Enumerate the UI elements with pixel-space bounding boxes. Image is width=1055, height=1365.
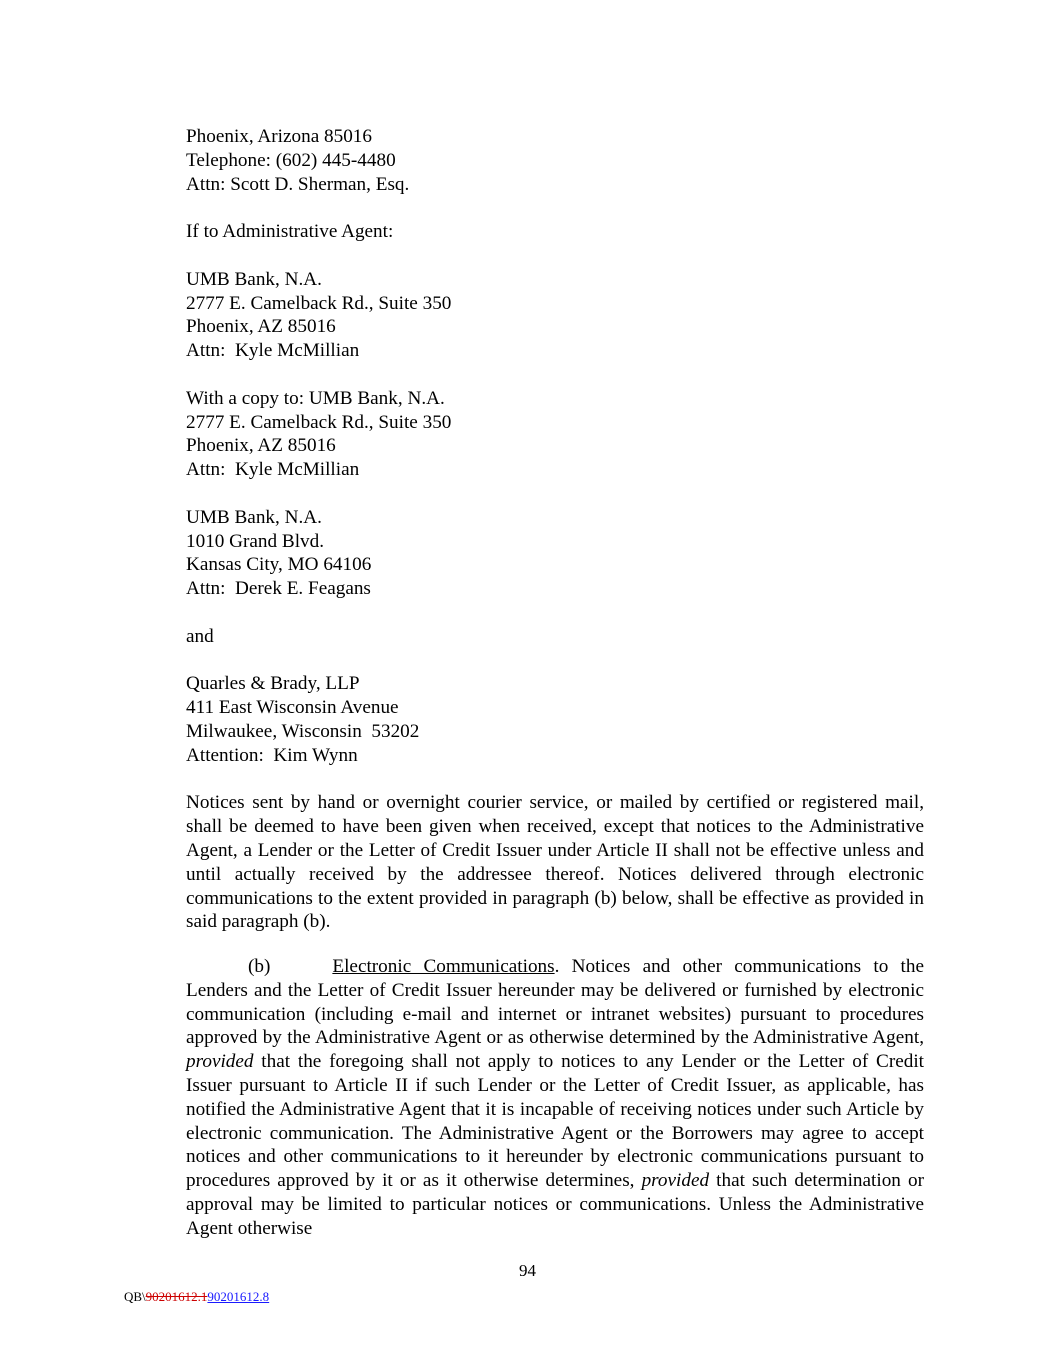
address-line: Attn: Derek E. Feagans [186,578,371,600]
address-line: Milwaukee, Wisconsin 53202 [186,720,420,742]
address-line: Phoenix, AZ 85016 [186,435,336,457]
section-b-paragraph [186,955,924,1241]
address-line: Phoenix, AZ 85016 [186,316,336,338]
section-b-text-3: that such determination or approval may be limited to particular notices or communications. Unless the Administrative Agent otherwise [186,1170,924,1239]
address-line: Telephone: (602) 445-4480 [186,149,396,171]
doc-id-inserted: 90201612.8 [207,1289,270,1304]
notices-paragraph: Notices sent by hand or overnight courier service, or mailed by certified or registered mail, shall be deemed to have been given when received, except that notices to the Administrative Agent, a Lender or the Letter of Credit Issuer under Article II shall not be effective unless and until actually received by the addressee thereof. Notices delivered through electronic communications to the extent provided in paragraph (b) below, shall be effective as provided in said paragraph (b). [186,792,924,933]
document-id-footer [124,1289,269,1305]
admin-agent-heading: If to Administrative Agent: [186,221,394,243]
umb-kansas-address [186,506,924,601]
address-line: Quarles & Brady, LLP [186,673,360,695]
document-page [186,125,924,1262]
address-line: Attn: Scott D. Sherman, Esq. [186,173,410,195]
provided-term-1: provided [186,1051,254,1073]
copy-to-address [186,387,924,482]
admin-agent-address [186,268,924,363]
doc-id-deleted: 90201612.1 [145,1289,208,1304]
and-block [186,625,924,649]
address-line: With a copy to: UMB Bank, N.A. [186,387,445,409]
borrower-counsel-address [186,125,924,196]
section-b-text-2: that the foregoing shall not apply to notices to any Lender or the Letter of Credit Issuer pursuant to Article II if such Lender or the Letter of Credit Issuer, as applicable, has notified the Administrative Agent that it is incapable of receiving notices under such Article by electronic communication. The Administrative Agent or the Borrowers may agree to accept notices and other communications to it hereunder by electronic communications pursuant to procedures approved by it or as it otherwise determines, [186,1051,924,1192]
address-line: UMB Bank, N.A. [186,506,322,528]
address-line: Attn: Kyle McMillian [186,459,360,481]
section-b-heading: Electronic Communications [332,956,555,978]
quarles-address [186,672,924,767]
address-line: 1010 Grand Blvd. [186,530,325,552]
section-b-text-1: . Notices and other communications to the Lenders and the Letter of Credit Issuer hereunder may be delivered or furnished by electronic communication (including e-mail and internet or intranet websites) pursuant to procedures approved by the Administrative Agent or as otherwise determined by the Administrative Agent, [186,956,924,1049]
address-line: UMB Bank, N.A. [186,268,322,290]
page-number: 94 [519,1261,536,1280]
address-line: Kansas City, MO 64106 [186,554,372,576]
address-line: Attn: Kyle McMillian [186,340,360,362]
address-line: Phoenix, Arizona 85016 [186,126,372,147]
address-line: 2777 E. Camelback Rd., Suite 350 [186,292,452,314]
provided-term-2: provided [641,1170,710,1192]
address-line: Attention: Kim Wynn [186,744,358,766]
address-line: 2777 E. Camelback Rd., Suite 350 [186,411,452,433]
doc-id-prefix: QB\ [124,1289,146,1304]
address-line: 411 East Wisconsin Avenue [186,697,399,719]
admin-agent-heading-block [186,220,924,244]
section-b-label: (b) [248,956,271,978]
and-word: and [186,625,214,647]
